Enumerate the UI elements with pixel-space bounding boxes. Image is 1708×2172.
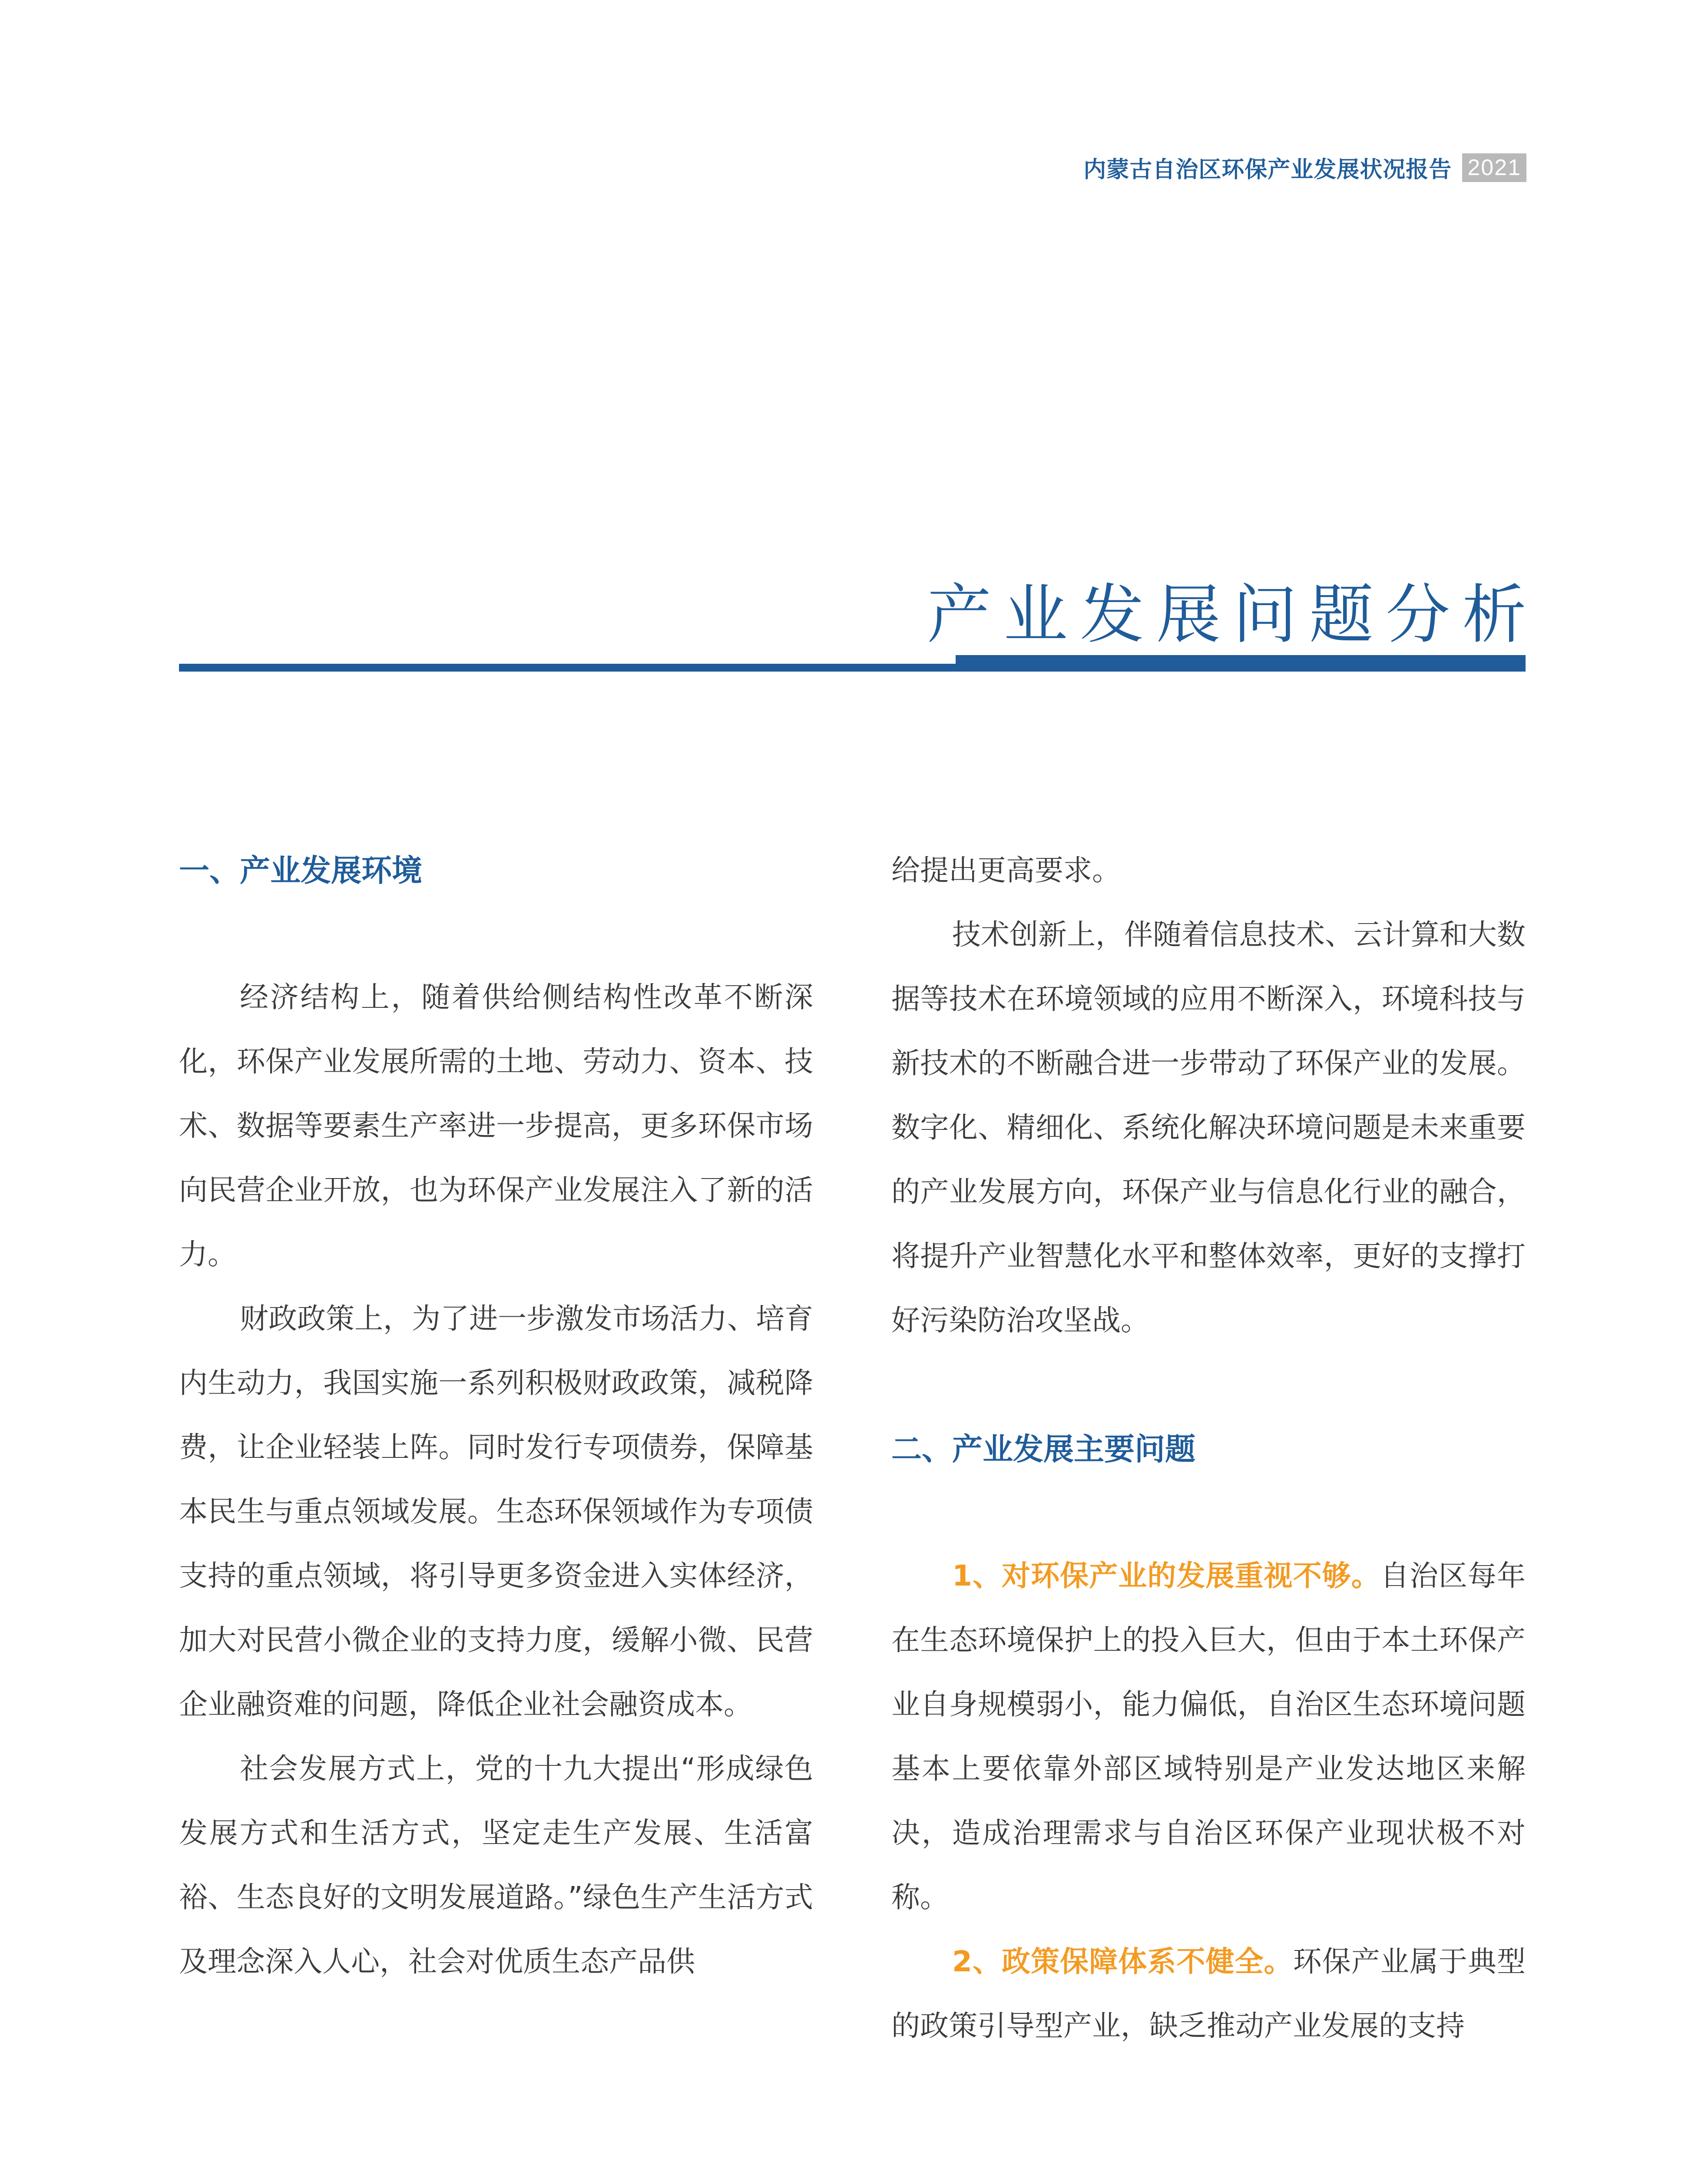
paragraph: 财政政策上，为了进一步激发市场活力、培育内生动力，我国实施一系列积极财政政策，减税降费，让企业轻装上阵。同时发行专项债券，保障基本民生与重点领域发展。生态环保领域作为专项债支持的重点领域，将引导更多资金进入实体经济，加大对民营小微企业的支持力度，缓解小微、民营企业融资难的问题，降低企业社会融资成本。 <box>179 1302 813 1721</box>
report-title: 内蒙古自治区环保产业发展状况报告 <box>1083 157 1452 183</box>
left-column <box>179 838 813 1994</box>
running-header <box>1083 151 1526 184</box>
right-column <box>891 838 1526 2058</box>
chapter-rule-thick <box>956 655 1526 672</box>
problem-heading: 2、政策保障体系不健全。 <box>952 1945 1293 1978</box>
section-title: 一、产业发展环境 <box>179 853 422 888</box>
chapter-rule-thin <box>179 664 957 672</box>
section-title: 二、产业发展主要问题 <box>891 1431 1195 1467</box>
paragraph: 技术创新上，伴随着信息技术、云计算和大数据等技术在环境领域的应用不断深入，环境科技与新技术的不断融合进一步带动了环保产业的发展。数字化、精细化、系统化解决环境问题是未来重要的产业发展方向，环保产业与信息化行业的融合，将提升产业智慧化水平和整体效率，更好的支撑打好污染防治攻坚战。 <box>891 918 1526 1337</box>
report-year-badge: 2021 <box>1462 153 1526 182</box>
problem-item <box>891 1930 1526 2058</box>
problem-item <box>891 1544 1526 1930</box>
paragraph: 经济结构上，随着供给侧结构性改革不断深化，环保产业发展所需的土地、劳动力、资本、技术、数据等要素生产率进一步提高，更多环保市场向民营企业开放，也为环保产业发展注入了新的活力。 <box>179 980 813 1271</box>
problem-heading: 1、对环保产业的发展重视不够。 <box>952 1559 1380 1593</box>
chapter-title: 产业发展问题分析 <box>927 577 1539 652</box>
problem-body: 环保产业属于典型的政策引导型产业，缺乏推动产业发展的支持 <box>891 1945 1526 2043</box>
paragraph-continued: 给提出更高要求。 <box>891 854 1121 887</box>
problem-body: 自治区每年在生态环境保护上的投入巨大，但由于本土环保产业自身规模弱小，能力偏低，自治区生态环境问题基本上要依靠外部区域特别是产业发达地区来解决，造成治理需求与自治区环保产业现状极不对称。 <box>891 1559 1526 1914</box>
paragraph: 社会发展方式上，党的十九大提出“形成绿色发展方式和生活方式，坚定走生产发展、生活富裕、生态良好的文明发展道路。”绿色生产生活方式及理念深入人心，社会对优质生态产品供 <box>179 1752 813 1978</box>
